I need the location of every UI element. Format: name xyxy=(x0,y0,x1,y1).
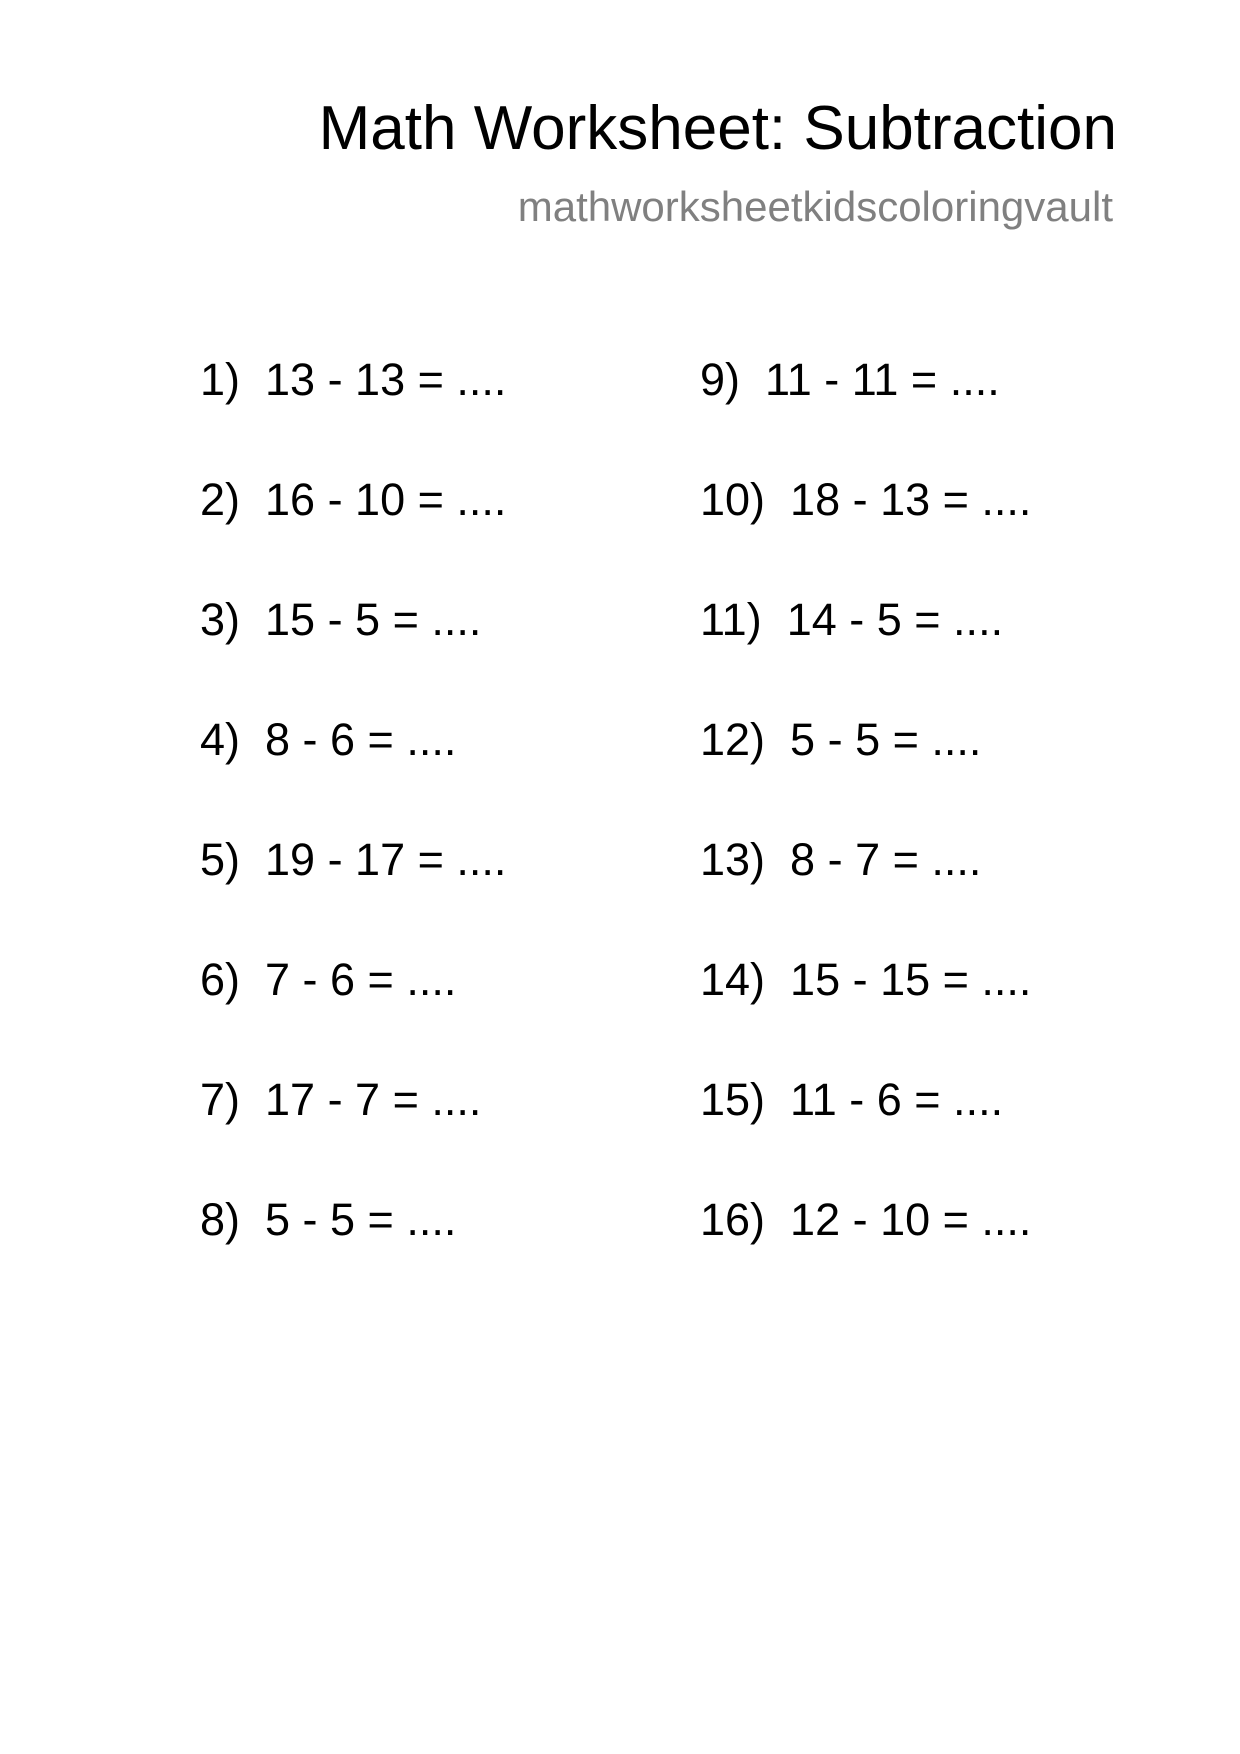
problem-number: 14) xyxy=(700,954,766,1005)
problem-expression: 12 - 10 = .... xyxy=(790,1194,1032,1245)
problem-item xyxy=(200,1194,457,1245)
page-subtitle: mathworksheetkidscoloringvault xyxy=(517,183,1113,230)
problem-number: 8) xyxy=(200,1194,241,1245)
problem-expression: 14 - 5 = .... xyxy=(786,594,1004,645)
problem-item xyxy=(200,834,507,885)
problem-item xyxy=(700,1074,1004,1125)
problem-number: 3) xyxy=(200,594,241,645)
problem-expression: 15 - 5 = .... xyxy=(265,594,482,645)
problem-item xyxy=(200,1074,482,1125)
problem-expression: 11 - 6 = .... xyxy=(790,1074,1004,1125)
problem-expression: 5 - 5 = .... xyxy=(265,1194,457,1245)
problem-item xyxy=(700,954,1032,1005)
problem-expression: 13 - 13 = .... xyxy=(265,354,507,405)
problem-number: 11) xyxy=(700,594,762,645)
problem-item xyxy=(700,714,982,765)
problem-number: 6) xyxy=(200,954,241,1005)
problem-number: 7) xyxy=(200,1074,241,1125)
problem-expression: 5 - 5 = .... xyxy=(790,714,982,765)
problem-number: 1) xyxy=(200,354,241,405)
problem-number: 13) xyxy=(700,834,766,885)
problem-item xyxy=(700,834,982,885)
problem-number: 5) xyxy=(200,834,241,885)
problem-item xyxy=(700,1194,1032,1245)
problem-number: 12) xyxy=(700,714,766,765)
problem-expression: 16 - 10 = .... xyxy=(265,474,507,525)
problem-number: 16) xyxy=(700,1194,766,1245)
problem-expression: 8 - 6 = .... xyxy=(265,714,457,765)
problem-number: 4) xyxy=(200,714,241,765)
problem-item xyxy=(700,594,1004,645)
problem-expression: 17 - 7 = .... xyxy=(265,1074,482,1125)
problem-number: 9) xyxy=(700,354,741,405)
problem-expression: 18 - 13 = .... xyxy=(790,474,1032,525)
page-title: Math Worksheet: Subtraction xyxy=(318,94,1117,163)
problem-item xyxy=(700,474,1032,525)
problem-expression: 7 - 6 = .... xyxy=(265,954,457,1005)
problem-number: 2) xyxy=(200,474,241,525)
problem-item xyxy=(700,354,1000,405)
problem-number: 10) xyxy=(700,474,766,525)
problem-expression: 11 - 11 = .... xyxy=(765,354,1000,405)
problem-item xyxy=(200,594,482,645)
problem-expression: 19 - 17 = .... xyxy=(265,834,507,885)
problem-number: 15) xyxy=(700,1074,766,1125)
problem-expression: 8 - 7 = .... xyxy=(790,834,982,885)
problem-item xyxy=(200,714,457,765)
problem-item xyxy=(200,354,507,405)
problem-item xyxy=(200,474,507,525)
problem-item xyxy=(200,954,457,1005)
problem-expression: 15 - 15 = .... xyxy=(790,954,1032,1005)
